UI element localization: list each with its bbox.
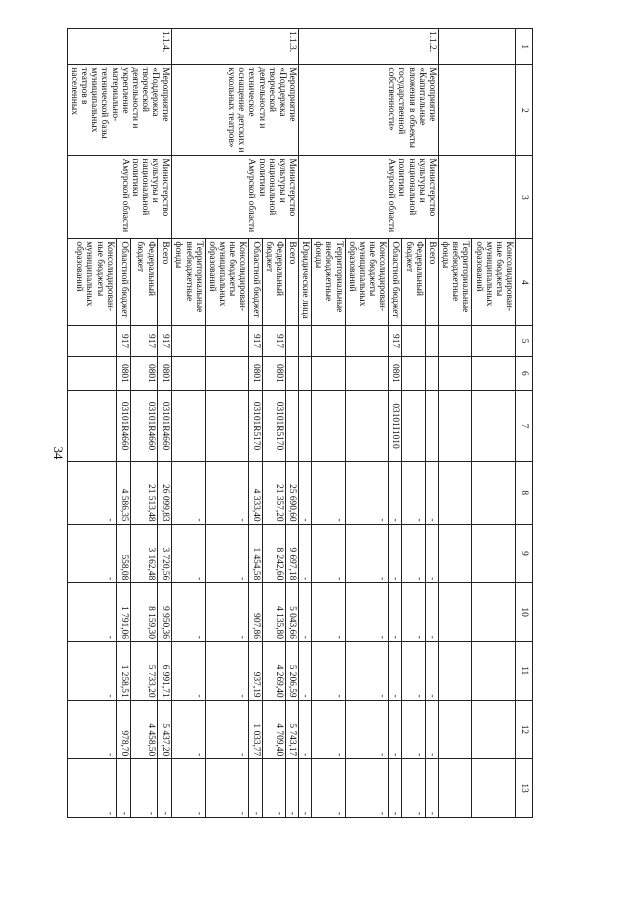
value-cell-c6: 0801 [116, 356, 131, 390]
value-cell-v8: - [172, 461, 205, 524]
value-cell-v8: - [312, 461, 345, 524]
value-cell-v13: - [116, 759, 131, 818]
column-number-cell: 11 [516, 641, 533, 700]
value-cell-v12: 4 709,40 [262, 700, 285, 759]
value-cell-v9: - [67, 524, 116, 583]
row-number-cell [438, 29, 515, 65]
value-cell-v13: - [402, 759, 425, 818]
value-cell-v11: - [172, 641, 205, 700]
value-cell-v12 [472, 700, 516, 759]
value-cell-v12: - [345, 700, 389, 759]
value-cell-v9: 1 454,58 [249, 524, 262, 583]
funding-source-cell: Областной бюджет [116, 239, 131, 326]
row-number-cell: 1.1.2. [299, 29, 439, 65]
funding-source-cell: Областной бюджет [249, 239, 262, 326]
value-cell-v12: - [67, 700, 116, 759]
value-cell-v12: - [312, 700, 345, 759]
value-cell-c5: 917 [116, 326, 131, 356]
funding-source-cell: Федеральный бюджет [402, 239, 425, 326]
value-cell-c7 [205, 391, 249, 462]
funding-source-cell: Консолидирован-ные бюджеты муниципальных образований [472, 239, 516, 326]
funding-source-cell: Территориальные внебюджетные фонды [172, 239, 205, 326]
funding-source-cell: Консолидирован-ные бюджеты муниципальных образований [345, 239, 389, 326]
value-cell-v8: - [67, 461, 116, 524]
column-number-cell: 7 [516, 391, 533, 462]
value-cell-v8: - [425, 461, 438, 524]
value-cell-v11: - [389, 641, 402, 700]
column-number-cell: 5 [516, 326, 533, 356]
value-cell-c7 [345, 391, 389, 462]
value-cell-c5 [438, 326, 471, 356]
value-cell-c6 [438, 356, 471, 390]
value-cell-v13: - [262, 759, 285, 818]
value-cell-v11: - [345, 641, 389, 700]
value-cell-c5 [425, 326, 438, 356]
value-cell-v9: - [402, 524, 425, 583]
funding-source-cell: Консолидирован-ные бюджеты муниципальных образований [67, 239, 116, 326]
value-cell-v13: - [425, 759, 438, 818]
funding-source-cell: Территориальные внебюджетные фонды [312, 239, 345, 326]
funding-source-cell: Консолидирован-ные бюджеты муниципальных образований [205, 239, 249, 326]
value-cell-v12: 5 437,20 [157, 700, 172, 759]
value-cell-v8: - [205, 461, 249, 524]
page-number: 34 [51, 446, 66, 460]
value-cell-v11: 1 258,51 [116, 641, 131, 700]
value-cell-v11: - [425, 641, 438, 700]
value-cell-c6: 0801 [131, 356, 157, 390]
value-cell-c6 [205, 356, 249, 390]
value-cell-v12: - [389, 700, 402, 759]
value-cell-v9: 9 697,18 [285, 524, 298, 583]
value-cell-v11: - [312, 641, 345, 700]
value-cell-v10: - [312, 583, 345, 642]
value-cell-v13: - [157, 759, 172, 818]
funding-source-cell: Федеральный бюджет [131, 239, 157, 326]
column-number-row [516, 29, 533, 818]
value-cell-v10: - [425, 583, 438, 642]
value-cell-v12 [438, 700, 471, 759]
value-cell-c7 [472, 391, 516, 462]
value-cell-c6 [425, 356, 438, 390]
value-cell-v8: - [402, 461, 425, 524]
value-cell-v12: 978,70 [116, 700, 131, 759]
value-cell-v9: 558,08 [116, 524, 131, 583]
column-number-cell: 10 [516, 583, 533, 642]
value-cell-c6: 0801 [249, 356, 262, 390]
value-cell-v11: - [402, 641, 425, 700]
value-cell-v8 [472, 461, 516, 524]
value-cell-c7: 03101R5170 [249, 391, 262, 462]
value-cell-v13 [438, 759, 471, 818]
funding-source-cell: Областной бюджет [389, 239, 402, 326]
value-cell-v12: - [205, 700, 249, 759]
value-cell-c5 [67, 326, 116, 356]
value-cell-v13: - [285, 759, 298, 818]
value-cell-c6 [402, 356, 425, 390]
value-cell-v11 [438, 641, 471, 700]
value-cell-v13: - [67, 759, 116, 818]
value-cell-c6 [472, 356, 516, 390]
value-cell-v9: 3 162,48 [131, 524, 157, 583]
value-cell-v9: - [312, 524, 345, 583]
value-cell-c7: 03101R5170 [262, 391, 285, 462]
value-cell-v13: - [312, 759, 345, 818]
value-cell-c7 [285, 391, 298, 462]
value-cell-v8: - [389, 461, 402, 524]
value-cell-c5 [312, 326, 345, 356]
value-cell-c6 [345, 356, 389, 390]
value-cell-v9: - [205, 524, 249, 583]
value-cell-v13: - [131, 759, 157, 818]
measure-name-cell: Мероприятие «Поддержка творческой деятельности и техническое оснащение детских и кукольных театров» [172, 65, 299, 156]
value-cell-v10: - [172, 583, 205, 642]
value-cell-v13: - [345, 759, 389, 818]
funding-source-cell: Территориальные внебюджетные фонды [438, 239, 471, 326]
column-number-cell: 2 [516, 65, 533, 156]
budget-table-rotated [68, 28, 533, 818]
value-cell-c7: 03101I1010 [389, 391, 402, 462]
column-number-cell: 13 [516, 759, 533, 818]
value-cell-c6: 0801 [389, 356, 402, 390]
value-cell-v9 [472, 524, 516, 583]
funding-source-cell: Всего [425, 239, 438, 326]
value-cell-v9: 3 720,56 [157, 524, 172, 583]
value-cell-v8: - [299, 461, 312, 524]
value-cell-v11: 5 733,20 [131, 641, 157, 700]
value-cell-v11: 4 269,40 [262, 641, 285, 700]
column-number-cell: 12 [516, 700, 533, 759]
executor-cell: Министерство культуры и национальной политики Амурской области [67, 156, 172, 239]
value-cell-c5: 917 [131, 326, 157, 356]
value-cell-c7 [67, 391, 116, 462]
value-cell-c6: 0801 [262, 356, 285, 390]
value-cell-v8: 4 333,40 [249, 461, 262, 524]
value-cell-c7 [172, 391, 205, 462]
value-cell-v10: - [67, 583, 116, 642]
value-cell-v12: - [299, 700, 312, 759]
measure-name-cell: Мероприятие «Поддержка творческой деятельности и укрепление материально-технической базы муниципальных театров в населенных [67, 65, 172, 156]
value-cell-c5 [285, 326, 298, 356]
funding-source-cell: Юридические лица [299, 239, 312, 326]
column-number-cell: 9 [516, 524, 533, 583]
value-cell-v10: - [299, 583, 312, 642]
value-cell-c5 [402, 326, 425, 356]
value-cell-c5: 917 [157, 326, 172, 356]
budget-table [67, 28, 533, 818]
value-cell-v11: - [67, 641, 116, 700]
value-cell-v8: 4 586,35 [116, 461, 131, 524]
value-cell-v8: - [345, 461, 389, 524]
value-cell-c7 [438, 391, 471, 462]
measure-name-cell [438, 65, 515, 156]
value-cell-v13 [472, 759, 516, 818]
value-cell-c5 [472, 326, 516, 356]
value-cell-v8: 21 513,48 [131, 461, 157, 524]
value-cell-c6 [172, 356, 205, 390]
value-cell-c5: 917 [389, 326, 402, 356]
column-number-cell: 3 [516, 156, 533, 239]
value-cell-v8 [438, 461, 471, 524]
value-cell-c5 [299, 326, 312, 356]
table-row [285, 29, 298, 818]
executor-cell: Министерство культуры и национальной политики Амурской области [172, 156, 299, 239]
value-cell-v9: - [389, 524, 402, 583]
value-cell-c7 [299, 391, 312, 462]
value-cell-v9: - [425, 524, 438, 583]
value-cell-v10 [472, 583, 516, 642]
value-cell-v12: 5 743,17 [285, 700, 298, 759]
value-cell-c7 [312, 391, 345, 462]
value-cell-v11: 5 206,59 [285, 641, 298, 700]
value-cell-v10: 4 135,80 [262, 583, 285, 642]
row-number-cell: 1.1.4. [67, 29, 172, 65]
column-number-cell: 6 [516, 356, 533, 390]
value-cell-v10: - [345, 583, 389, 642]
value-cell-v10: 1 791,06 [116, 583, 131, 642]
funding-source-cell: Всего [285, 239, 298, 326]
value-cell-v10: 907,86 [249, 583, 262, 642]
row-number-cell: 1.1.3. [172, 29, 299, 65]
value-cell-c7: 03101R4660 [157, 391, 172, 462]
value-cell-v10: 5 043,66 [285, 583, 298, 642]
value-cell-v10: - [402, 583, 425, 642]
funding-source-cell: Федеральный бюджет [262, 239, 285, 326]
value-cell-c6 [67, 356, 116, 390]
value-cell-v10 [438, 583, 471, 642]
table-row [157, 29, 172, 818]
value-cell-v11 [472, 641, 516, 700]
value-cell-v11: 6 991,71 [157, 641, 172, 700]
value-cell-v13: - [299, 759, 312, 818]
value-cell-v8: 21 357,20 [262, 461, 285, 524]
value-cell-c7: 03101R4660 [131, 391, 157, 462]
value-cell-c5 [345, 326, 389, 356]
value-cell-c6: 0801 [157, 356, 172, 390]
value-cell-v9 [438, 524, 471, 583]
value-cell-v11: 937,19 [249, 641, 262, 700]
column-number-cell: 4 [516, 239, 533, 326]
value-cell-c5 [172, 326, 205, 356]
value-cell-v13: - [249, 759, 262, 818]
executor-cell: Министерство культуры и национальной политики Амурской области [299, 156, 439, 239]
executor-cell [438, 156, 515, 239]
value-cell-v12: - [425, 700, 438, 759]
value-cell-v8: 26 099,83 [157, 461, 172, 524]
value-cell-v9: - [299, 524, 312, 583]
value-cell-v10: - [205, 583, 249, 642]
value-cell-v13: - [172, 759, 205, 818]
value-cell-v12: 1 033,77 [249, 700, 262, 759]
value-cell-v12: - [402, 700, 425, 759]
value-cell-v9: - [172, 524, 205, 583]
measure-name-cell: Мероприятие «Капитальные вложения в объекты государственной собственности» [299, 65, 439, 156]
value-cell-c6 [299, 356, 312, 390]
value-cell-c7: 03101R4660 [116, 391, 131, 462]
value-cell-v10: - [389, 583, 402, 642]
value-cell-c7 [425, 391, 438, 462]
column-number-cell: 1 [516, 29, 533, 65]
table-row [472, 29, 516, 818]
value-cell-v9: - [345, 524, 389, 583]
table-row [425, 29, 438, 818]
value-cell-v11: - [205, 641, 249, 700]
value-cell-v9: 8 242,60 [262, 524, 285, 583]
value-cell-v13: - [205, 759, 249, 818]
value-cell-c5 [205, 326, 249, 356]
value-cell-v12: - [172, 700, 205, 759]
value-cell-c6 [285, 356, 298, 390]
value-cell-c5: 917 [249, 326, 262, 356]
value-cell-v10: 8 159,30 [131, 583, 157, 642]
value-cell-v11: - [299, 641, 312, 700]
value-cell-v12: 4 458,50 [131, 700, 157, 759]
value-cell-c7 [402, 391, 425, 462]
table-body [67, 29, 515, 818]
value-cell-c6 [312, 356, 345, 390]
value-cell-v10: 9 950,36 [157, 583, 172, 642]
value-cell-v13: - [389, 759, 402, 818]
funding-source-cell: Всего [157, 239, 172, 326]
value-cell-v8: 25 690,60 [285, 461, 298, 524]
column-number-cell: 8 [516, 461, 533, 524]
value-cell-c5: 917 [262, 326, 285, 356]
